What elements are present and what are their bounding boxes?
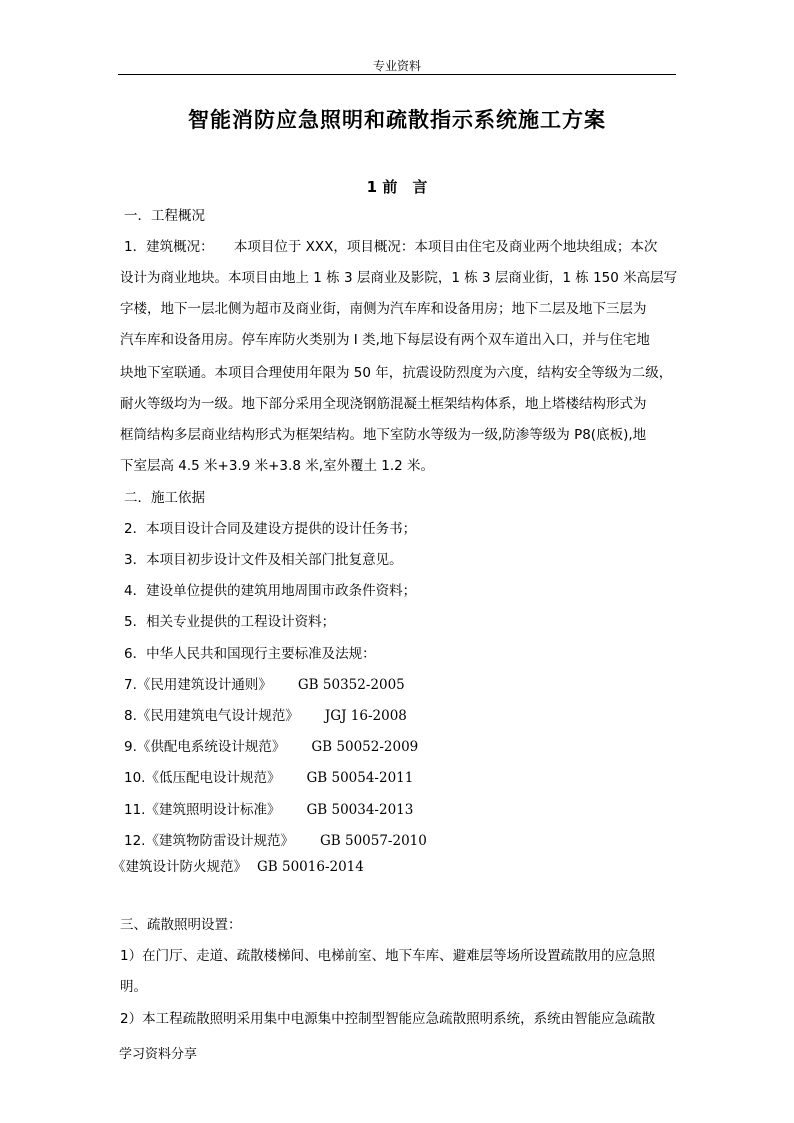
basis-heading: 二．施工依据 [124, 490, 205, 506]
overview-line: 汽车库和设备用房。停车库防火类别为 I 类,地下每层设有两个双车道出入口，并与住宅地 [120, 332, 650, 348]
overview-line: 框筒结构多层商业结构形式为框架结构。地下室防水等级为一级,防渗等级为 P8(底板),地 [120, 427, 647, 443]
overview-line: 块地下室联通。本项目合理使用年限为 50 年，抗震设防烈度为六度，结构安全等级为二级， [120, 365, 673, 381]
standard-code: JGJ 16-2008 [324, 708, 407, 724]
overview-line: 1．建筑概况： 本项目位于 XXX，项目概况：本项目由住宅及商业两个地块组成；本次 [124, 239, 658, 255]
overview-line: 下室层高 4.5 米+3.9 米+3.8 米,室外覆土 1.2 米。 [120, 458, 435, 474]
evac-heading: 三、疏散照明设置： [120, 917, 242, 933]
section-heading-preface: 1 前 言 [366, 178, 428, 196]
standard-name: 11.《建筑照明设计标准》 [124, 802, 281, 818]
basis-item: 5．相关专业提供的工程设计资料； [124, 614, 336, 630]
standard-item [124, 707, 407, 725]
standard-item [124, 832, 427, 850]
basis-item: 4．建设单位提供的建筑用地周围市政条件资料； [124, 583, 417, 599]
standard-item [124, 801, 413, 819]
standard-item [112, 858, 364, 876]
overview-line: 设计为商业地块。本项目由地上 1 栋 3 层商业及影院，1 栋 3 层商业街，1 栋 150 米高层写 [120, 270, 678, 286]
standard-item [124, 738, 418, 756]
standard-name: 8.《民用建筑电气设计规范》 [124, 708, 299, 724]
standard-name: 9.《供配电系统设计规范》 [124, 739, 286, 755]
standard-code: GB 50054-2011 [306, 770, 414, 786]
standard-item [124, 769, 413, 787]
standard-code: GB 50016-2014 [257, 859, 364, 875]
document-title: 智能消防应急照明和疏散指示系统施工方案 [188, 108, 606, 132]
standard-name: 《建筑设计防火规范》 [112, 859, 247, 875]
evac-line: 明。 [120, 979, 147, 995]
standard-code: GB 50034-2013 [306, 802, 414, 818]
overview-heading: 一．工程概况 [124, 208, 205, 224]
standard-name: 7.《民用建筑设计通则》 [124, 677, 272, 693]
standard-name: 10.《低压配电设计规范》 [124, 770, 281, 786]
page-header-label: 专业资料 [372, 59, 421, 73]
standard-code: GB 50352-2005 [297, 677, 405, 693]
standard-name: 12.《建筑物防雷设计规范》 [124, 833, 294, 849]
basis-item: 2．本项目设计合同及建设方提供的设计任务书； [124, 521, 417, 537]
evac-line: 1）在门厅、走道、疏散楼梯间、电梯前室、地下车库、避难层等场所设置疏散用的应急照 [120, 948, 656, 964]
page-footer-label: 学习资料分享 [119, 1047, 198, 1062]
standard-code: GB 50057-2010 [319, 833, 427, 849]
basis-item: 3．本项目初步设计文件及相关部门批复意见。 [124, 552, 403, 568]
basis-item: 6．中华人民共和国现行主要标准及法规： [124, 646, 376, 662]
overview-line: 耐火等级均为一级。地下部分采用全现浇钢筋混凝土框架结构体系，地上塔楼结构形式为 [120, 396, 647, 412]
overview-line: 字楼，地下一层北侧为超市及商业街，南侧为汽车库和设备用房；地下二层及地下三层为 [120, 301, 647, 317]
standard-code: GB 50052-2009 [311, 739, 419, 755]
standard-item [124, 676, 405, 694]
header-divider [118, 74, 676, 75]
evac-line: 2）本工程疏散照明采用集中电源集中控制型智能应急疏散照明系统，系统由智能应急疏散 [120, 1011, 656, 1027]
